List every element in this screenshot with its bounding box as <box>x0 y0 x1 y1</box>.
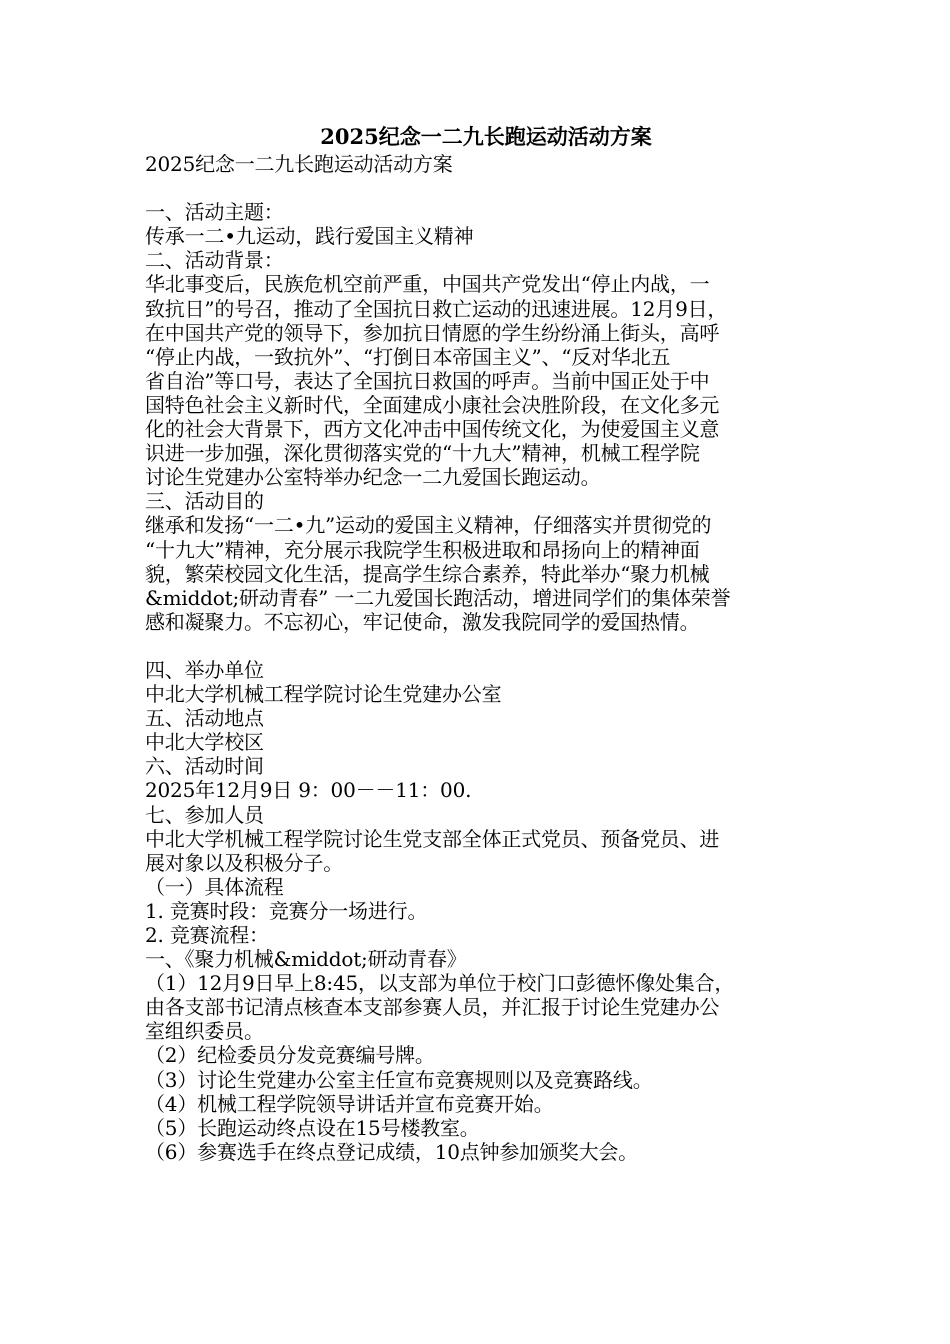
text-line: “十九大”精神，充分展示我院学生积极进取和昂扬向上的精神面 <box>145 537 700 562</box>
text-line: 继承和发扬“一二•九”运动的爱国主义精神，仔细落实并贯彻党的 <box>145 513 712 538</box>
text-line: 2025年12月9日 9：00－－11：00. <box>145 778 472 803</box>
text-line: 四、举办单位 <box>145 657 264 682</box>
text-line: 识进一步加强，深化贯彻落实党的“十九大”精神，机械工程学院 <box>145 441 700 466</box>
text-line: （1）12月9日早上8:45，以支部为单位于校门口彭德怀像处集合， <box>145 971 735 996</box>
document-page <box>145 122 815 1164</box>
text-line: 一、活动主题： <box>145 200 284 225</box>
text-line: 中北大学机械工程学院讨论生党支部全体正式党员、预备党员、进 <box>145 826 720 851</box>
text-line: 1. 竞赛时段：竞赛分一场进行。 <box>145 898 428 923</box>
text-line: 国特色社会主义新时代，全面建成小康社会决胜阶段，在文化多元 <box>145 392 720 417</box>
text-line: 中北大学机械工程学院讨论生党建办公室 <box>145 682 502 707</box>
text-line: 讨论生党建办公室特举办纪念一二九爱国长跑运动。 <box>145 465 601 490</box>
blank-line <box>145 634 815 658</box>
document-title: 2025纪念一二九长跑运动活动方案 <box>320 124 652 149</box>
text-line: 六、活动时间 <box>145 754 264 779</box>
text-line: 感和凝聚力。不忘初心，牢记使命，激发我院同学的爱国热情。 <box>145 609 700 634</box>
text-line: 2. 竞赛流程： <box>145 923 269 947</box>
text-line: 传承一二•九运动，践行爱国主义精神 <box>145 224 474 249</box>
text-line: 2025纪念一二九长跑运动活动方案 <box>145 152 453 176</box>
text-line: 在中国共产党的领导下，参加抗日情愿的学生纷纷涌上街头，高呼 <box>145 320 720 345</box>
text-line: （5）长跑运动终点设在15号楼教室。 <box>145 1115 480 1140</box>
text-line: 致抗日”的号召，推动了全国抗日救亡运动的迅速进展。12月9日， <box>145 296 728 321</box>
text-line: 一、《聚力机械&middot;研动青春》 <box>145 947 467 972</box>
blank-line <box>145 176 815 200</box>
text-line: （一）具体流程 <box>145 874 284 899</box>
text-line: 七、参加人员 <box>145 802 264 827</box>
text-line: 三、活动目的 <box>145 489 264 514</box>
text-line: 由各支部书记清点核查本支部参赛人员，并汇报于讨论生党建办公 <box>145 995 720 1020</box>
text-line: 展对象以及积极分子。 <box>145 850 343 875</box>
text-line: （3）讨论生党建办公室主任宣布竞赛规则以及竞赛路线。 <box>145 1067 653 1092</box>
text-line: 省自治”等口号，表达了全国抗日救国的呼声。当前中国正处于中 <box>145 368 710 393</box>
text-line: （4）机械工程学院领导讲话并宣布竞赛开始。 <box>145 1091 554 1116</box>
text-line: 中北大学校区 <box>145 730 264 755</box>
text-line: 貌，繁荣校园文化生活，提高学生综合素养，特此举办“聚力机械 <box>145 561 710 586</box>
text-line: （6）参赛选手在终点登记成绩，10点钟参加颁奖大会。 <box>145 1139 638 1164</box>
text-line: 五、活动地点 <box>145 706 264 731</box>
text-line: 二、活动背景： <box>145 248 284 273</box>
text-line: &middot;研动青春” 一二九爱国长跑活动，增进同学们的集体荣誉 <box>145 585 731 610</box>
text-line: 化的社会大背景下，西方文化冲击中国传统文化，为使爱国主义意 <box>145 417 720 442</box>
text-line: “停止内战，一致抗外”、“打倒日本帝国主义”、“反对华北五 <box>145 344 671 369</box>
text-line: 华北事变后，民族危机空前严重，中国共产党发出“停止内战，一 <box>145 272 710 297</box>
document-body <box>145 152 815 1164</box>
text-line: 室组织委员。 <box>145 1019 264 1044</box>
text-line: （2）纪检委员分发竞赛编号牌。 <box>145 1043 435 1068</box>
